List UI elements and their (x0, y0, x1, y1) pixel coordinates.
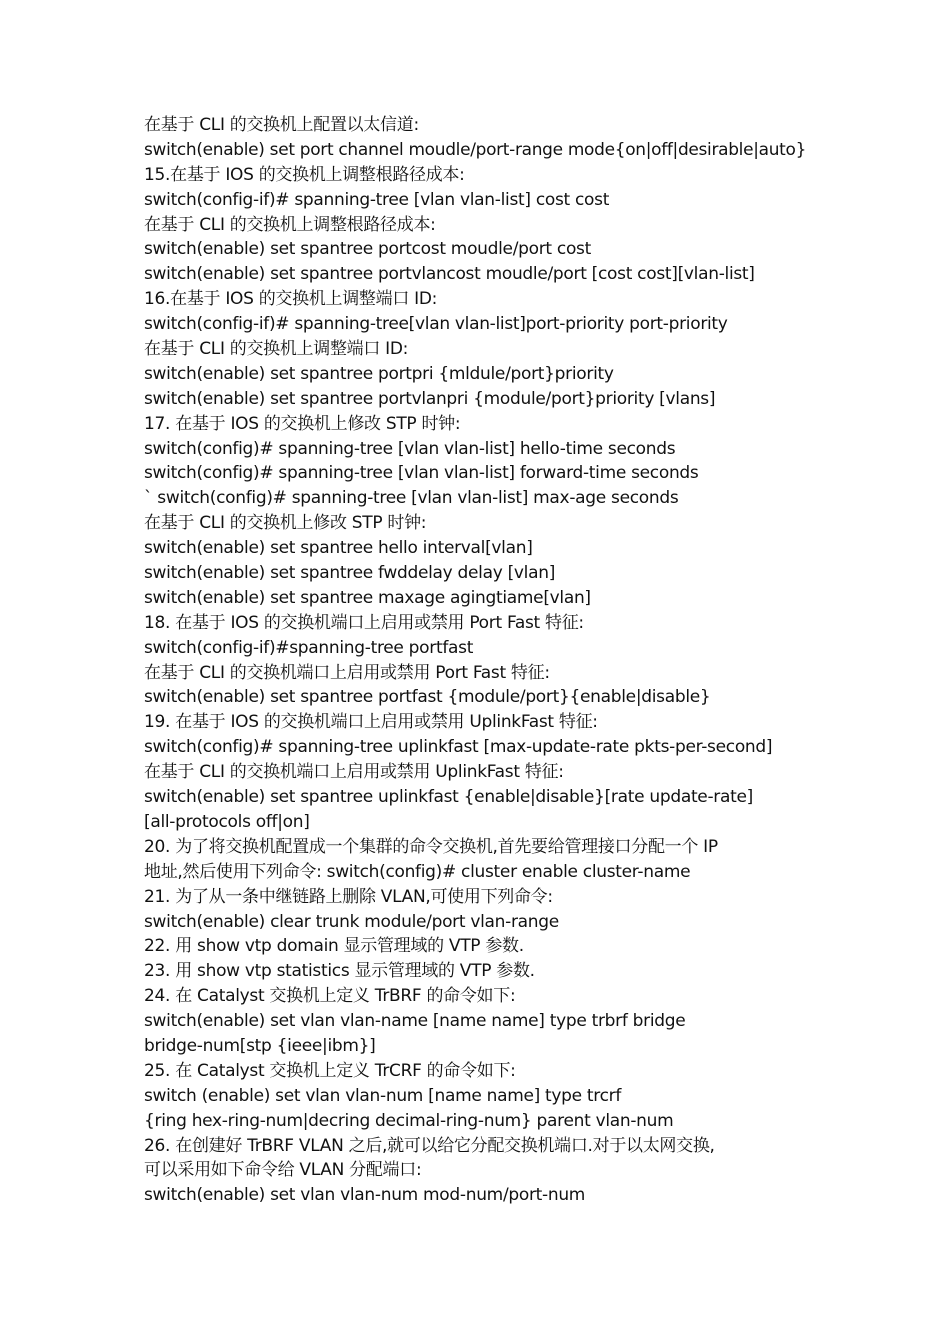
command-line: switch(enable) set spantree portpri {mldule/port}priority (144, 363, 614, 384)
command-line: switch(config)# spanning-tree uplinkfast [max-update-rate pkts-per-second] (144, 737, 773, 758)
command-line: switch (enable) set vlan vlan-num [name name] type trcrf (144, 1085, 622, 1106)
command-line: switch(enable) set vlan vlan-num mod-num/port-num (144, 1185, 586, 1206)
command-line: switch(enable) set spantree maxage agingtiame[vlan] (144, 587, 591, 608)
command-line: switch(config-if)# spanning-tree[vlan vlan-list]port-priority port-priority (144, 314, 728, 335)
command-line: switch(enable) set spantree fwddelay delay [vlan] (144, 563, 556, 584)
section-heading-16: 16.在基于 IOS 的交换机上调整端口 ID: (144, 289, 438, 310)
document-body (144, 113, 806, 1208)
command-line: switch(enable) set port channel moudle/port-range mode{on|off|desirable|auto} (144, 139, 807, 160)
section-heading-18: 18. 在基于 IOS 的交换机端口上启用或禁用 Port Fast 特征: (144, 612, 584, 633)
command-line: ` switch(config)# spanning-tree [vlan vlan-list] max-age seconds (144, 488, 679, 509)
section-heading-20: 20. 为了将交换机配置成一个集群的命令交换机,首先要给管理接口分配一个 IP (144, 836, 718, 857)
text-line: 在基于 CLI 的交换机上调整端口 ID: (144, 339, 409, 360)
section-heading-24: 24. 在 Catalyst 交换机上定义 TrBRF 的命令如下: (144, 986, 516, 1007)
command-line: switch(enable) set spantree portcost moudle/port cost (144, 239, 591, 260)
command-line: switch(enable) set spantree hello interval[vlan] (144, 538, 533, 559)
text-line: 在基于 CLI 的交换机端口上启用或禁用 UplinkFast 特征: (144, 762, 564, 783)
command-line: switch(enable) set spantree uplinkfast {enable|disable}[rate update-rate] (144, 787, 753, 808)
text-line: 在基于 CLI 的交换机端口上启用或禁用 Port Fast 特征: (144, 662, 550, 683)
text-line: 在基于 CLI 的交换机上调整根路径成本: (144, 214, 436, 235)
command-line: bridge-num[stp {ieee|ibm}] (144, 1035, 376, 1056)
command-line: switch(config)# spanning-tree [vlan vlan-list] forward-time seconds (144, 463, 699, 484)
section-heading-17: 17. 在基于 IOS 的交换机上修改 STP 时钟: (144, 413, 461, 434)
command-line: switch(config-if)# spanning-tree [vlan vlan-list] cost cost (144, 189, 610, 210)
section-heading-15: 15.在基于 IOS 的交换机上调整根路径成本: (144, 164, 465, 185)
command-line: switch(enable) set spantree portvlancost moudle/port [cost cost][vlan-list] (144, 264, 755, 285)
section-heading-26: 26. 在创建好 TrBRF VLAN 之后,就可以给它分配交换机端口.对于以太网交换, (144, 1135, 715, 1156)
command-line: switch(config-if)#spanning-tree portfast (144, 637, 474, 658)
text-line: 在基于 CLI 的交换机上修改 STP 时钟: (144, 513, 427, 534)
command-line: switch(enable) set spantree portvlanpri {module/port}priority [vlans] (144, 388, 716, 409)
section-heading-19: 19. 在基于 IOS 的交换机端口上启用或禁用 UplinkFast 特征: (144, 712, 598, 733)
text-line: 可以采用如下命令给 VLAN 分配端口: (144, 1160, 422, 1181)
section-heading-21: 21. 为了从一条中继链路上删除 VLAN,可使用下列命令: (144, 886, 553, 907)
command-line: switch(enable) set spantree portfast {module/port}{enable|disable} (144, 687, 711, 708)
command-line: switch(config)# spanning-tree [vlan vlan-list] hello-time seconds (144, 438, 676, 459)
command-line: {ring hex-ring-num|decring decimal-ring-num} parent vlan-num (144, 1110, 674, 1131)
text-line: 在基于 CLI 的交换机上配置以太信道: (144, 115, 419, 135)
command-line: switch(enable) set vlan vlan-name [name name] type trbrf bridge (144, 1011, 686, 1032)
section-heading-23: 23. 用 show vtp statistics 显示管理域的 VTP 参数. (144, 961, 535, 982)
section-heading-22: 22. 用 show vtp domain 显示管理域的 VTP 参数. (144, 936, 524, 957)
command-line: [all-protocols off|on] (144, 811, 310, 832)
section-heading-25: 25. 在 Catalyst 交换机上定义 TrCRF 的命令如下: (144, 1060, 516, 1081)
text-line: 地址,然后使用下列命令: switch(config)# cluster enable cluster-name (144, 861, 691, 882)
command-line: switch(enable) clear trunk module/port vlan-range (144, 911, 559, 932)
